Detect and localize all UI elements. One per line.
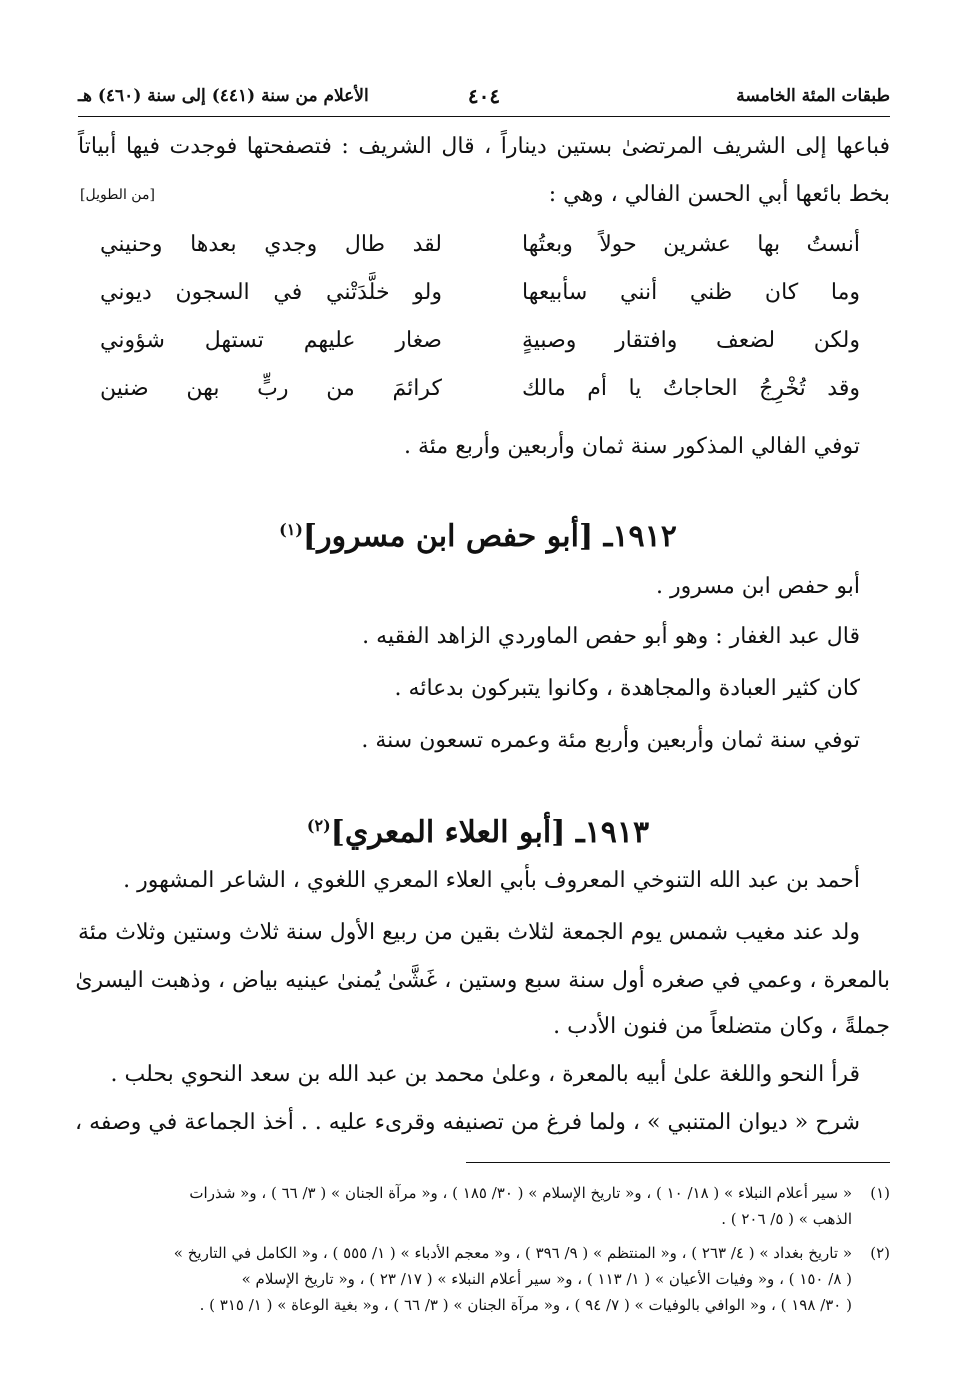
verse-3-first: ولكن لضعف وافتقار وصبيةٍ [522, 328, 860, 353]
header-section-title: طبقات المئة الخامسة [736, 86, 890, 106]
entry-1912-line-4: توفي سنة ثمان وأربعين وأربع مئة وعمره تسعون سنة . [361, 728, 860, 753]
verse-1-first: أنستُ بها عشرين حولاً وبعتُها [522, 232, 860, 257]
footnote-1 [78, 1180, 890, 1232]
entry-1913-line-5: قرأ النحو واللغة علىٰ أبيه بالمعرة ، وعلىٰ محمد بن عبد الله بن سعد النحوي بحلب . [110, 1062, 860, 1087]
intro-line-1: فباعها إلى الشريف المرتضىٰ بستين ديناراً ، قال الشريف : فتصفحتها فوجدت فيها أبياتاً [78, 134, 890, 159]
entry-1912-line-1: أبو حفص ابن مسرور . [655, 574, 860, 599]
verse-3-second: صغار عليهم تستهل شؤوني [100, 328, 442, 353]
footnote-1-line-2: الذهب » ( ٥/ ٢٠٦ ) . [721, 1210, 852, 1228]
footnote-2-number: (٢) [870, 1244, 890, 1262]
entry-1912-line-3: كان كثير العبادة والمجاهدة ، وكانوا يتبركون بدعائه . [394, 676, 860, 701]
footnote-1-line-1: « سير أعلام النبلاء » ( ١٨/ ١٠ ) ، و« تاريخ الإسلام » ( ٣٠/ ١٨٥ ) ، و« مرآة الجنان » ( ٣/ ٦٦ ) ، و« شذرات [189, 1184, 852, 1202]
entry-1913-line-6: شرح « ديوان المتنبي » ، ولما فرغ من تصنيفه وقرىء عليه . . أخذ الجماعة في وصفه ، [75, 1110, 860, 1135]
entry-1913-heading [0, 806, 956, 853]
verse-1-second: لقد طال وجدي بعدها وحنيني [100, 232, 442, 257]
footnote-ref-2: (٢) [306, 816, 331, 835]
verse-2-second: ولو خلَّدَتْني في السجون ديوني [100, 280, 442, 305]
verse-4-second: كرائمَ من ربٍّ بهن ضنين [100, 376, 442, 401]
entry-1913-line-1: أحمد بن عبد الله التنوخي المعروف بأبي العلاء المعري اللغوي ، الشاعر المشهور . [123, 868, 860, 893]
entry-1913-line-4: جملةً ، وكان متضلعاً من فنون الأدب . [553, 1014, 890, 1039]
entry-1912-title: ١٩١٢ـ [أبو حفص ابن مسرور] [302, 519, 677, 554]
entry-1913-title: ١٩١٣ـ [أبو العلاء المعري] [330, 815, 650, 850]
footnote-separator [466, 1162, 890, 1163]
footnote-1-number: (١) [870, 1184, 890, 1202]
poem-closing-line: توفي الفالي المذكور سنة ثمان وأربعين وأربع مئة . [404, 434, 860, 459]
header-year-range: الأعلام من سنة (٤٤١) إلى سنة (٤٦٠) هـ [78, 86, 369, 106]
poem-meter-label: [من الطويل] [80, 187, 155, 203]
entry-1913-line-3: بالمعرة ، وعمي في صغره أول سنة سبع وستين ، غَشَّىٰ يُمنىٰ عينيه بياض ، وذهبت اليسرىٰ [75, 968, 890, 993]
footnote-2-line-3: ( ٣٠/ ١٩٨ ) ، و« الوافي بالوفيات » ( ٧/ ٩٤ ) ، و« مرآة الجنان » ( ٣/ ٦٦ ) ، و« بغية الوعاة » ( ١/ ٣١٥ ) . [199, 1296, 852, 1314]
verse-4-first: وقد تُخْرِجُ الحاجاتُ يا أم مالك [522, 376, 860, 401]
footnote-2-line-2: ( ٨/ ١٥٠ ) ، و« وفيات الأعيان » ( ١/ ١١٣ ) ، و« سير أعلام النبلاء » ( ١٧/ ٢٣ ) ، و« تاريخ الإسلام » [241, 1270, 852, 1288]
footnote-ref-1: (١) [279, 520, 303, 539]
footnote-2-line-1: « تاريخ بغداد » ( ٤/ ٢٦٣ ) ، و« المنتظم » ( ٩/ ٣٩٦ ) ، و« معجم الأدباء » ( ١/ ٥٥٥ ) ، و« الكامل في التاريخ » [173, 1244, 852, 1262]
footnote-2 [78, 1240, 890, 1318]
running-header [78, 80, 890, 117]
page-number: ٤٠٤ [467, 84, 501, 108]
intro-line-2: بخط بائعها أبي الحسن الفالي ، وهي : [548, 182, 890, 207]
verse-2-first: وما كان ظني أنني سأبيعها [522, 280, 860, 305]
entry-1912-heading [0, 510, 956, 557]
entry-1913-line-2: ولد عند مغيب شمس يوم الجمعة لثلاث بقين من ربيع الأول سنة ثلاث وستين وثلاث مئة [78, 920, 860, 945]
entry-1912-line-2: قال عبد الغفار : وهو أبو حفص الماوردي الزاهد الفقيه . [362, 624, 860, 649]
